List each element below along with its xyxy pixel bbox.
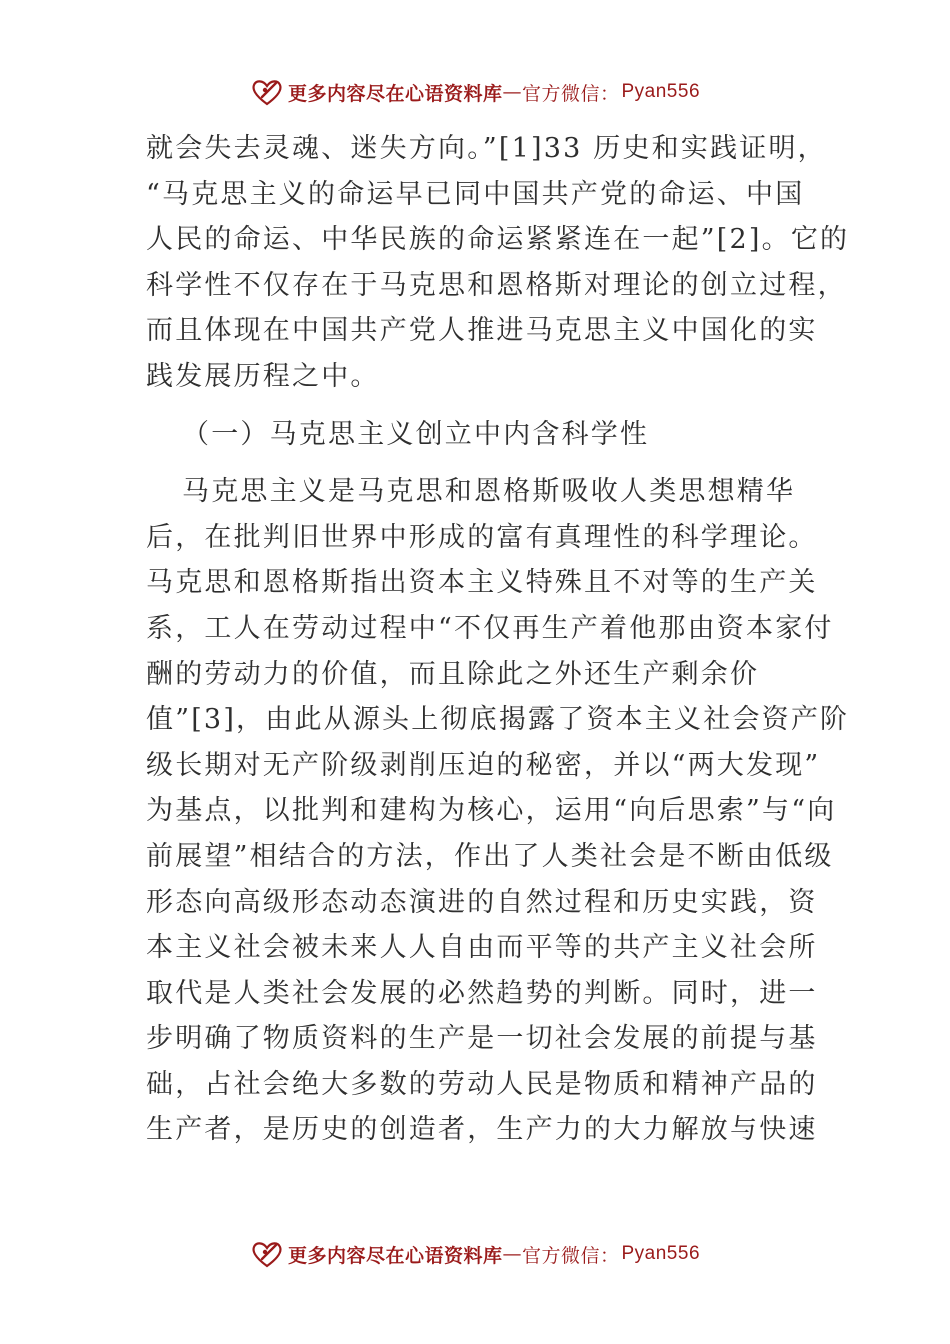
watermark-brand-text: 更多内容尽在心语资料库 (287, 1244, 503, 1267)
text-line: 础，占社会绝大多数的劳动人民是物质和精神产品的 (146, 1068, 818, 1100)
text-line: 酬的劳动力的价值，而且除此之外还生产剩余价 (146, 658, 760, 690)
text-line: “马克思主义的命运早已同中国共产党的命运、中国 (146, 178, 805, 210)
watermark-brand-text: 更多内容尽在心语资料库 (287, 82, 503, 105)
watermark-separator: — (502, 81, 522, 103)
watermark-separator: — (502, 1243, 522, 1265)
text-line: 人民的命运、中华民族的命运紧紧连在一起”[2]。它的 (146, 224, 850, 256)
text-line: 取代是人类社会发展的必然趋势的判断。同时，进一 (146, 977, 818, 1009)
text-line: 践发展历程之中。 (146, 360, 380, 392)
watermark-account: Pyan556 (621, 81, 701, 102)
text-line: 科学性不仅存在于马克思和恩格斯对理论的创立过程， (146, 269, 847, 301)
text-line: 前展望”相结合的方法，作出了人类社会是不断由低级 (146, 840, 834, 872)
watermark-wechat-label: 官方微信： (521, 82, 620, 105)
text-line: 马克思主义是马克思和恩格斯吸收人类思想精华 (182, 476, 796, 508)
text-line: 生产者，是历史的创造者，生产力的大力解放与快速 (146, 1114, 818, 1146)
header-watermark-banner (0, 74, 950, 110)
text-line: 系，工人在劳动过程中“不仅再生产着他那由资本家付 (146, 612, 834, 644)
footer-watermark-banner (0, 1236, 950, 1272)
text-line: 本主义社会被未来人人自由而平等的共产主义社会所 (146, 932, 818, 964)
text-line: 值”[3]，由此从源头上彻底揭露了资本主义社会资产阶 (146, 704, 850, 736)
text-line: 步明确了物质资料的生产是一切社会发展的前提与基 (146, 1023, 818, 1055)
paragraph (146, 126, 850, 400)
heart-pen-logo-icon (250, 77, 284, 107)
section-heading: （一）马克思主义创立中内含科学性 (182, 418, 650, 450)
text-line: 而且体现在中国共产党人推进马克思主义中国化的实 (146, 315, 818, 347)
text-line: 马克思和恩格斯指出资本主义特殊且不对等的生产关 (146, 567, 818, 599)
watermark-account: Pyan556 (621, 1243, 701, 1264)
document-body (146, 126, 850, 1153)
text-line: 形态向高级形态动态演进的自然过程和历史实践，资 (146, 886, 818, 918)
text-line: 级长期对无产阶级剥削压迫的秘密，并以“两大发现” (146, 749, 821, 781)
heart-pen-logo-icon (250, 1239, 284, 1269)
text-line: 后，在批判旧世界中形成的富有真理性的科学理论。 (146, 521, 818, 553)
text-line: 就会失去灵魂、迷失方向。”[1]33 历史和实践证明， (146, 133, 827, 164)
watermark-wechat-label: 官方微信： (521, 1244, 620, 1267)
text-line: 为基点，以批判和建构为核心，运用“向后思索”与“向 (146, 795, 837, 827)
paragraph (146, 469, 850, 1153)
